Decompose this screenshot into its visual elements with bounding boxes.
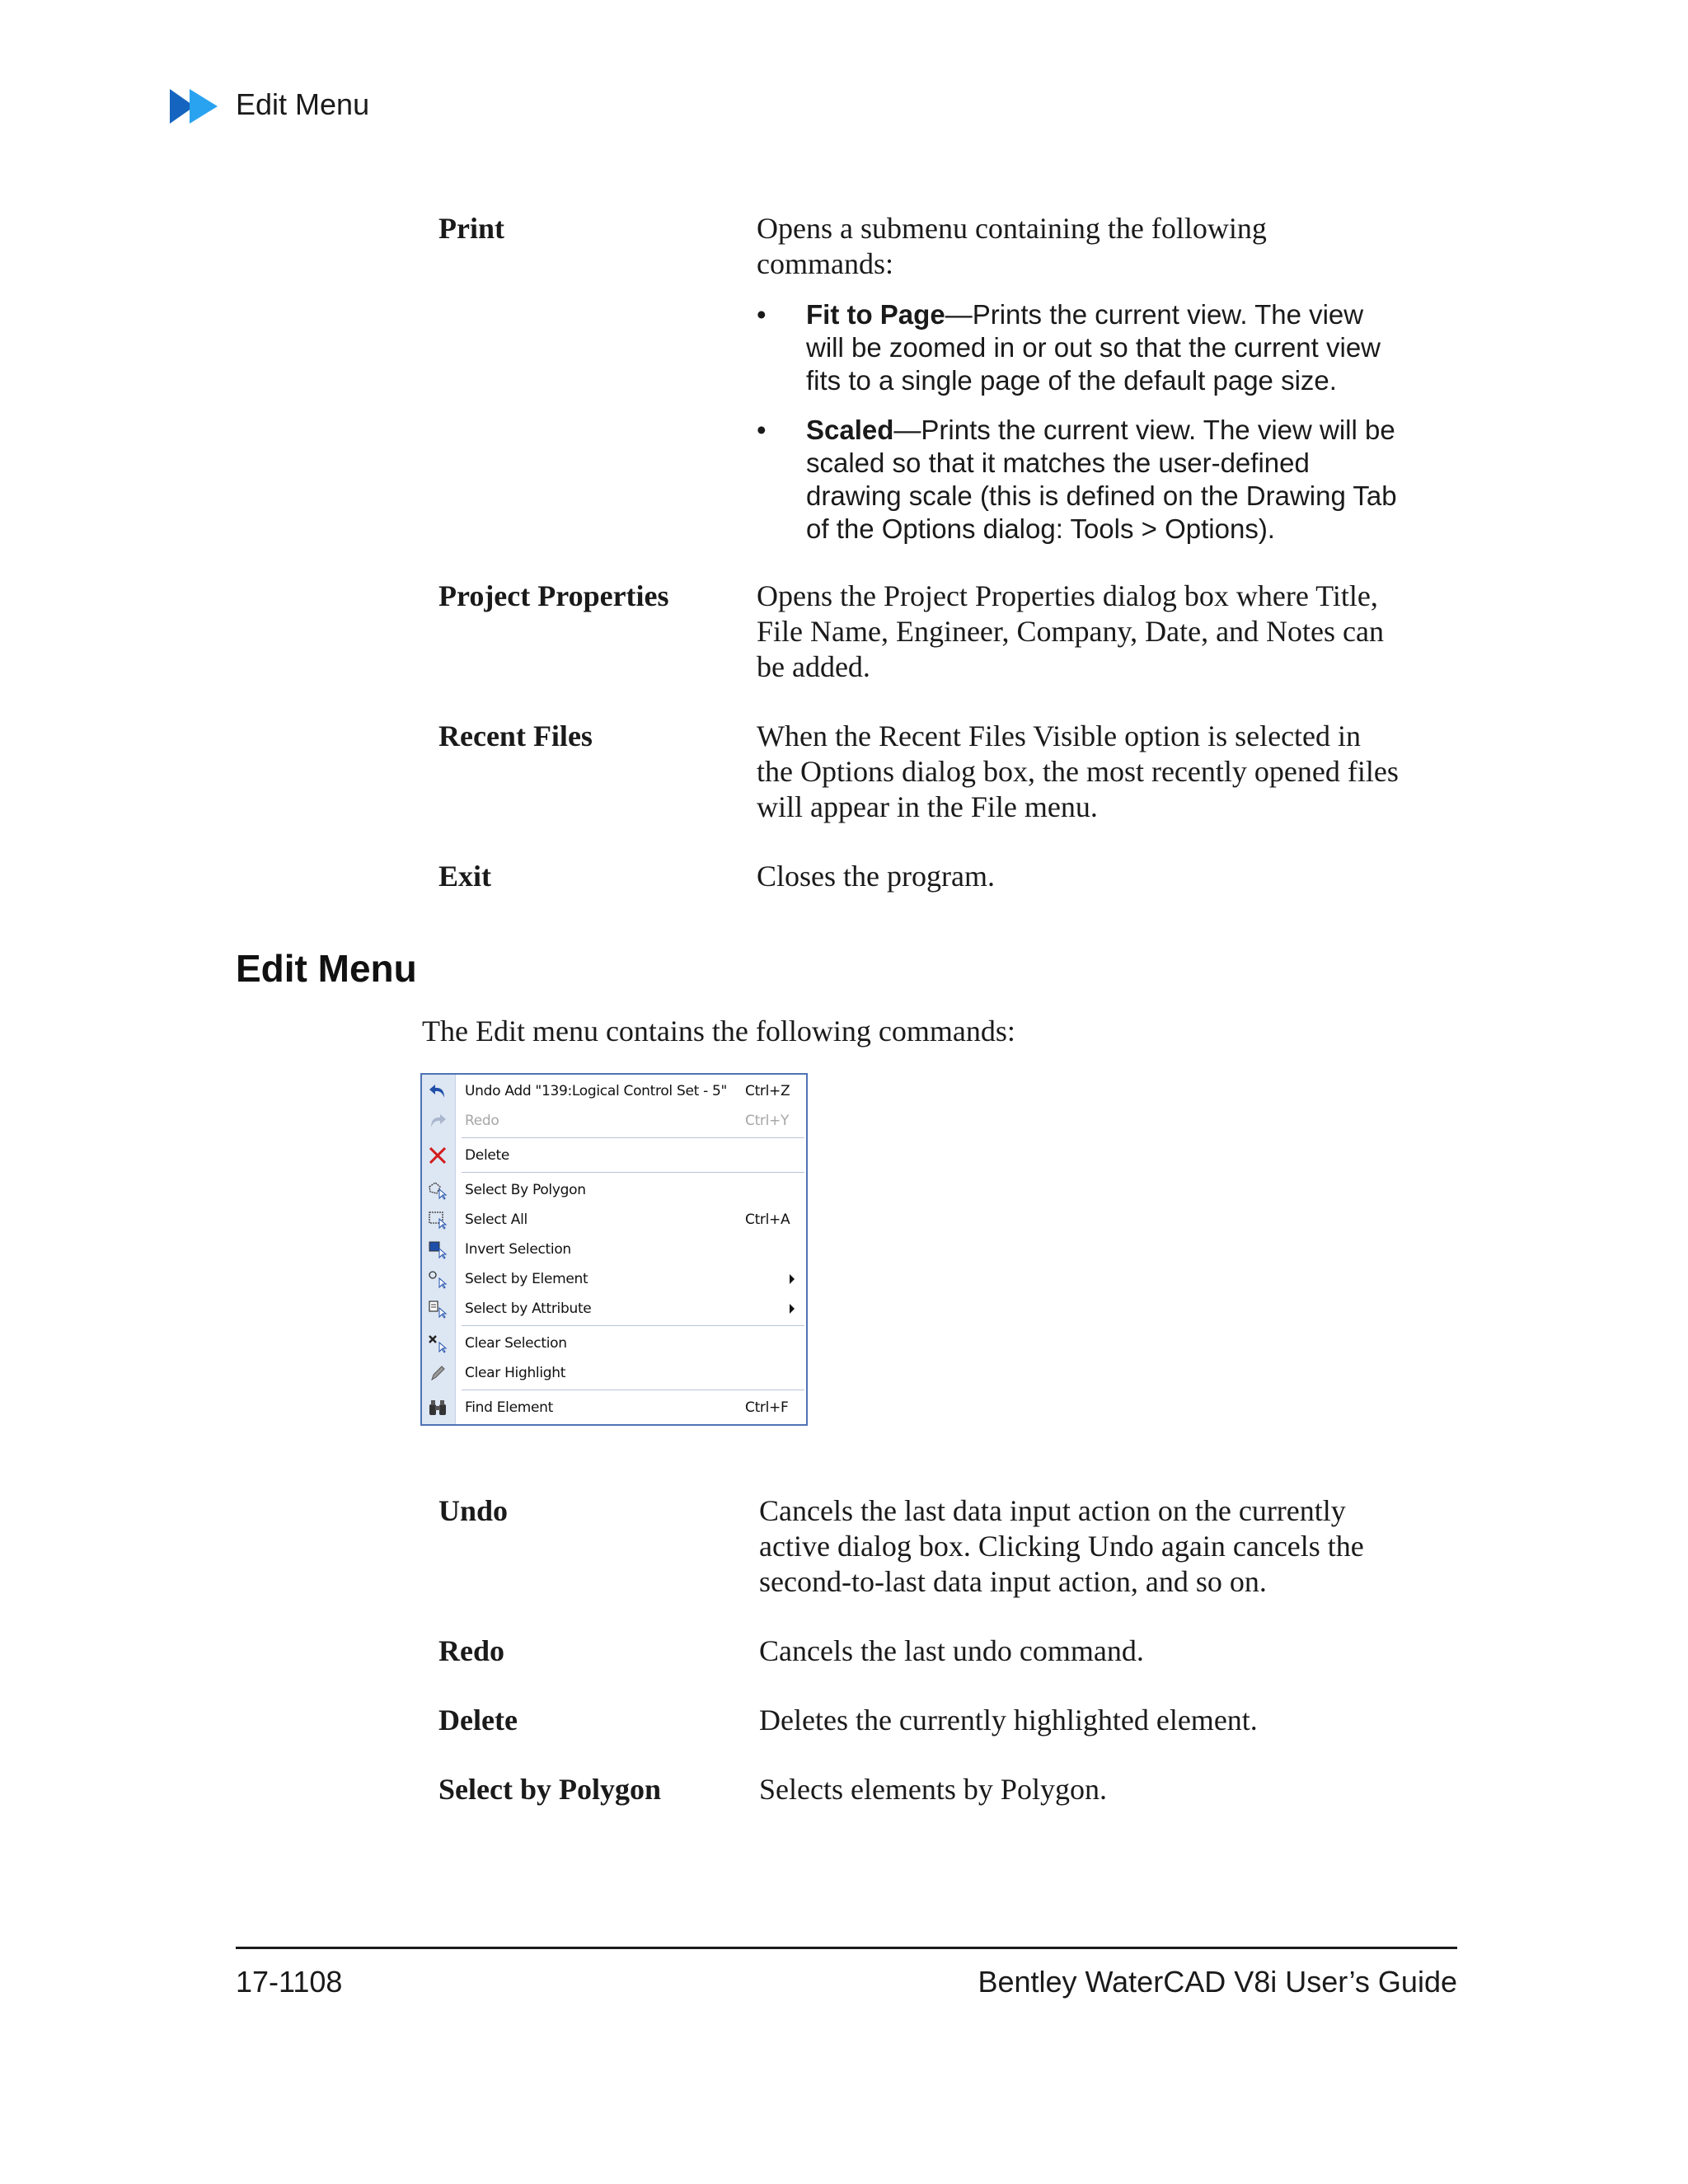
bullet-fit-to-page	[757, 298, 1400, 405]
menu-item-shortcut: Ctrl+A	[745, 1212, 790, 1228]
delete-icon	[427, 1146, 448, 1165]
desc-redo: Cancels the last undo command.	[759, 1634, 1144, 1667]
double-arrow-icon	[170, 89, 223, 124]
desc-recent-files: When the Recent Files Visible option is selected in the Options dialog box, the most recently opened files will appear in the File menu.	[757, 719, 1399, 823]
undo-icon	[427, 1081, 448, 1101]
redo-icon	[427, 1111, 448, 1131]
page-number: 17-1108	[236, 1965, 343, 1999]
menu-item-label: Clear Highlight	[465, 1365, 566, 1381]
desc-print: Opens a submenu containing the following commands:	[757, 212, 1267, 280]
menu-item-undo[interactable]	[422, 1076, 806, 1106]
footer-rule	[236, 1947, 1457, 1949]
menu-item-redo[interactable]	[422, 1106, 806, 1136]
term-select-by-polygon: Select by Polygon	[438, 1773, 661, 1806]
menu-item-label: Undo Add "139:Logical Control Set - 5"	[465, 1083, 728, 1099]
bullet-dot: •	[757, 299, 767, 330]
term-recent-files: Recent Files	[438, 719, 593, 752]
menu-item-shortcut: Ctrl+Z	[745, 1083, 790, 1099]
desc-exit: Closes the program.	[757, 860, 995, 893]
menu-item-shortcut: Ctrl+F	[745, 1399, 789, 1416]
bullet-term: Scaled	[806, 415, 894, 445]
select-all-icon	[427, 1210, 448, 1230]
desc-select-by-polygon: Selects elements by Polygon.	[759, 1773, 1107, 1806]
menu-item-label: Find Element	[465, 1399, 554, 1416]
menu-item-shortcut: Ctrl+Y	[745, 1113, 790, 1129]
term-delete: Delete	[438, 1704, 518, 1736]
select-attribute-icon	[427, 1299, 448, 1319]
menu-item-label: Delete	[465, 1147, 510, 1164]
menu-item-invert-selection[interactable]	[422, 1235, 806, 1264]
select-element-icon	[427, 1269, 448, 1289]
menu-item-label: Redo	[465, 1113, 499, 1129]
menu-item-select-by-polygon[interactable]	[422, 1175, 806, 1205]
clear-highlight-icon	[427, 1363, 448, 1383]
desc-undo: Cancels the last data input action on the currently active dialog box. Clicking Undo again cancels the second-to-last data input action, and so on.	[759, 1494, 1364, 1598]
menu-item-clear-highlight[interactable]	[422, 1358, 806, 1388]
term-undo: Undo	[438, 1494, 509, 1527]
menu-separator	[462, 1137, 804, 1138]
menu-item-label: Clear Selection	[465, 1335, 567, 1352]
menu-separator	[462, 1172, 804, 1173]
menu-item-label: Select By Polygon	[465, 1182, 586, 1198]
menu-separator	[462, 1325, 804, 1326]
menu-item-select-by-element[interactable]	[422, 1264, 806, 1294]
binoculars-icon	[427, 1398, 448, 1418]
menu-item-delete[interactable]	[422, 1141, 806, 1170]
section-heading: Edit Menu	[236, 947, 417, 990]
clear-selection-icon	[427, 1333, 448, 1353]
term-redo: Redo	[438, 1634, 504, 1667]
submenu-arrow-icon	[790, 1304, 795, 1314]
desc-delete: Deletes the currently highlighted element.	[759, 1704, 1258, 1736]
bullet-term: Fit to Page	[806, 299, 945, 330]
bullet-dot: •	[757, 415, 767, 445]
running-header-title: Edit Menu	[236, 87, 370, 121]
invert-selection-icon	[427, 1240, 448, 1259]
select-polygon-icon	[427, 1180, 448, 1200]
menu-item-label: Select All	[465, 1212, 528, 1228]
menu-item-select-by-attribute[interactable]	[422, 1294, 806, 1324]
edit-menu-screenshot	[420, 1073, 808, 1426]
bullet-scaled	[757, 414, 1400, 554]
menu-item-select-all[interactable]	[422, 1205, 806, 1235]
menu-item-label: Select by Attribute	[465, 1301, 592, 1317]
menu-item-find-element[interactable]	[422, 1393, 806, 1422]
bullet-text: —Prints the current view. The view will be scaled so that it matches the user-defined drawing scale (this is defined on the Drawing Tab of the Options dialog: Tools > Options).	[806, 415, 1397, 544]
term-project-properties: Project Properties	[438, 579, 669, 612]
book-title: Bentley WaterCAD V8i User’s Guide	[978, 1965, 1457, 1999]
menu-item-label: Select by Element	[465, 1271, 588, 1287]
submenu-arrow-icon	[790, 1274, 795, 1284]
desc-project-properties: Opens the Project Properties dialog box where Title, File Name, Engineer, Company, Date, and Notes can be added.	[757, 579, 1384, 683]
term-print: Print	[438, 212, 504, 245]
menu-item-clear-selection[interactable]	[422, 1329, 806, 1358]
term-exit: Exit	[438, 860, 492, 893]
section-intro: The Edit menu contains the following commands:	[422, 1015, 1015, 1047]
bullet-text: —Prints the current view. The view will be zoomed in or out so that the current view fits to a single page of the default page size.	[806, 299, 1381, 396]
menu-item-label: Invert Selection	[465, 1241, 571, 1258]
